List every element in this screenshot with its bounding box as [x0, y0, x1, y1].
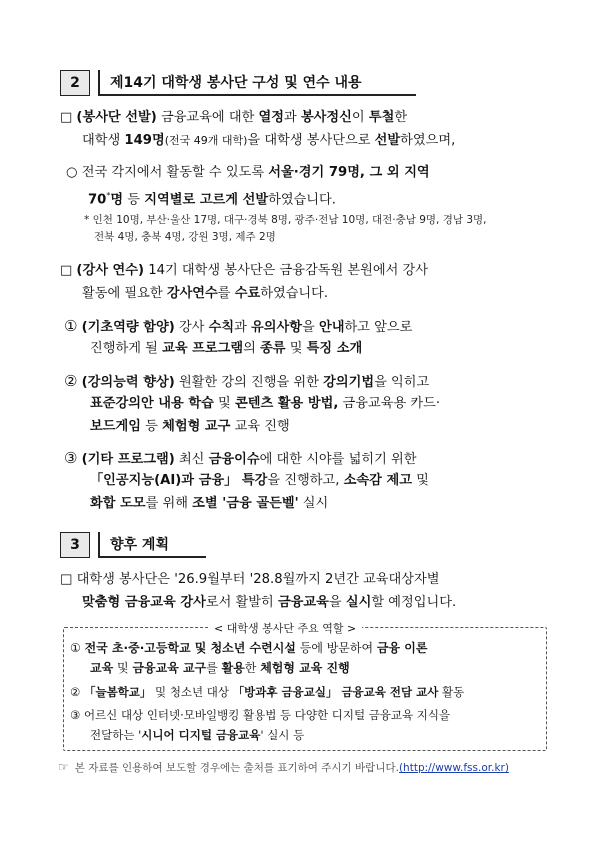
emphasis: 전국 초·중·고등학교 및 청소년 수련시설 — [84, 641, 296, 655]
tag-label: (봉사단 선발) — [76, 110, 157, 125]
emphasis: 콘텐츠 활용 방법, — [234, 396, 339, 411]
text: 강사 — [174, 320, 209, 335]
footnote-line: * 인천 10명, 부산·울산 17명, 대구·경북 8명, 광주·전남 10명, 대전·충남 9명, 경남 3명, — [84, 214, 487, 226]
text: 및 — [213, 396, 235, 411]
emphasis: 명 — [110, 192, 124, 208]
paragraph-line: □ 대학생 봉사단은 '26.9월부터 '28.8월까지 2년간 교육대상자별 — [60, 572, 440, 587]
text: 금융교육에 대한 — [156, 110, 259, 125]
text: 활동 — [438, 685, 465, 699]
section-number — [60, 70, 90, 96]
text: 을 — [328, 595, 346, 610]
emphasis: 수료 — [234, 286, 261, 301]
section-title: 향후 계획 — [98, 532, 206, 558]
text: 할 예정입니다. — [371, 595, 457, 610]
emphasis: 소속감 제고 — [343, 473, 412, 488]
emphasis: 화합 도모 — [90, 496, 146, 511]
numbered-item-line — [90, 393, 440, 415]
emphasis: 선발 — [374, 133, 401, 148]
emphasis: 특강 — [237, 473, 268, 488]
text: 하였습니다. — [268, 192, 336, 208]
emphasis: 금융이슈 — [208, 452, 260, 467]
roles-box-title: < 대학생 봉사단 주요 역할 > — [208, 620, 362, 636]
role-item — [70, 705, 450, 725]
emphasis: 강사연수 — [166, 286, 218, 301]
text: 활동에 필요한 — [82, 286, 167, 301]
text: 하고 앞으로 — [344, 320, 413, 335]
numbered-item-line — [90, 470, 429, 492]
emphasis: 금융교육 교구 — [132, 661, 207, 675]
emphasis: 70 — [88, 192, 107, 208]
emphasis: 봉사정신 — [300, 110, 352, 125]
text: 실시 — [298, 496, 329, 511]
text: 및 — [411, 473, 429, 488]
emphasis: 149명 — [124, 133, 165, 148]
paragraph-line — [60, 107, 407, 129]
text: 에 대한 시야를 넓히기 위한 — [259, 452, 417, 467]
item-number: ③ — [70, 708, 81, 722]
emphasis: 맞춤형 금융교육 강사 — [82, 595, 206, 610]
emphasis: 「인공지능(AI)과 금융」 — [90, 473, 238, 488]
section-title: 제14기 대학생 봉사단 구성 및 연수 내용 — [98, 70, 416, 96]
section-number-text: 3 — [70, 537, 80, 553]
text: 및 청소년 대상 — [151, 685, 233, 699]
role-item-line — [90, 725, 304, 745]
emphasis: 보드게임 — [90, 419, 141, 434]
text: 이 — [351, 110, 369, 125]
emphasis: 체험형 교육 진행 — [260, 661, 350, 675]
numbered-item — [64, 370, 429, 394]
text: 14기 대학생 봉사단은 금융감독원 본원에서 강사 — [144, 263, 429, 278]
footnote-marker: * — [106, 191, 111, 200]
footer-text: 본 자료를 인용하여 보도할 경우에는 출처를 표기하여 주시기 바랍니다. — [74, 762, 399, 774]
text: 한 — [244, 661, 261, 675]
emphasis: 종류 — [260, 341, 286, 356]
text: 대학생 — [82, 133, 125, 148]
text: 어르신 대상 인터넷·모바일뱅킹 활용법 등 다양한 디지털 금융교육 지식을 — [83, 708, 451, 722]
pointing-hand-icon: ☞ — [58, 760, 69, 774]
tag-label: (기초역량 함양) — [81, 320, 175, 335]
text: 를 위해 — [145, 496, 193, 511]
emphasis: 열정 — [258, 110, 284, 125]
emphasis: 「늘봄학교」 — [83, 685, 152, 699]
paragraph-line — [82, 283, 328, 305]
text: 교육 진행 — [230, 419, 290, 434]
paragraph-line — [82, 130, 455, 152]
numbered-item-line — [90, 493, 328, 515]
emphasis: 강의기법 — [323, 375, 375, 390]
item-number: ③ — [64, 449, 78, 467]
numbered-item — [64, 315, 412, 339]
text: (전국 49개 대학) — [164, 134, 248, 147]
item-number: ② — [70, 685, 81, 699]
emphasis: 금융교육 — [277, 595, 329, 610]
text: 한 — [394, 110, 408, 125]
text: 금융교육용 카드· — [338, 396, 441, 411]
bullet-square: □ — [60, 110, 77, 125]
item-number: ① — [64, 317, 78, 335]
fss-link[interactable]: (http://www.fss.or.kr) — [398, 762, 509, 774]
text: ○ 전국 각지에서 활동할 수 있도록 — [66, 165, 269, 180]
numbered-item-line — [90, 416, 290, 438]
item-number: ② — [64, 372, 78, 390]
text: 을 익히고 — [374, 375, 430, 390]
text: 원활한 강의 진행을 위한 — [174, 375, 324, 390]
text: 과 — [234, 320, 252, 335]
numbered-item-line — [90, 338, 362, 360]
text: ' 실시 등 — [260, 728, 305, 742]
text: 을 — [302, 320, 319, 335]
emphasis: 특징 소개 — [306, 341, 363, 356]
emphasis: 지역별로 고르게 선발 — [144, 192, 269, 208]
emphasis: 「방과후 금융교실」 금융교육 전담 교사 — [232, 685, 439, 699]
paragraph-line — [60, 260, 428, 282]
emphasis: 실시 — [345, 595, 372, 610]
tag-label: (강사 연수) — [76, 263, 145, 278]
emphasis: 금융 이론 — [376, 641, 428, 655]
text: 하였습니다. — [260, 286, 329, 301]
numbered-item — [64, 447, 417, 471]
paragraph-line — [82, 592, 456, 614]
footnote-line: 전북 4명, 충북 4명, 강원 3명, 제주 2명 — [94, 231, 276, 243]
text: 을 진행하고, — [267, 473, 344, 488]
text: 및 — [113, 661, 133, 675]
text: 등에 방문하여 — [295, 641, 377, 655]
bullet-square: □ — [60, 263, 77, 278]
sub-paragraph-line — [66, 162, 430, 184]
text: 최신 — [174, 452, 209, 467]
text: 를 — [206, 661, 222, 675]
emphasis: 유의사항 — [251, 320, 303, 335]
emphasis: 교육 프로그램 — [162, 341, 244, 356]
tag-label: (강의능력 향상) — [81, 375, 175, 390]
text: 과 — [284, 110, 301, 125]
emphasis: 서울·경기 79명, 그 외 지역 — [268, 165, 430, 180]
text: 전달하는 ' — [90, 728, 142, 742]
text: 을 대학생 봉사단으로 — [247, 133, 375, 148]
sub-paragraph-line — [88, 185, 336, 211]
footer-note — [58, 756, 509, 779]
emphasis: 표준강의안 내용 학습 — [90, 396, 214, 411]
text: 를 — [217, 286, 235, 301]
emphasis: 안내 — [318, 320, 345, 335]
tag-label: (기타 프로그램) — [81, 452, 175, 467]
item-number: ① — [70, 641, 81, 655]
role-item — [70, 638, 427, 658]
role-item — [70, 682, 464, 702]
text: 로서 활발히 — [205, 595, 278, 610]
text: 등 — [123, 192, 145, 208]
emphasis: 수칙 — [208, 320, 235, 335]
emphasis: 교육 — [90, 661, 114, 675]
text: 진행하게 될 — [90, 341, 163, 356]
emphasis: 시니어 디지털 금융교육 — [141, 728, 261, 742]
text: 등 — [140, 419, 163, 434]
text: 하였으며, — [400, 133, 456, 148]
emphasis: 조별 '금융 골든벨' — [192, 496, 299, 511]
text: 및 — [285, 341, 307, 356]
role-item-line — [90, 658, 350, 678]
section-number — [60, 532, 90, 558]
section-number-text: 2 — [70, 75, 80, 91]
emphasis: 활용 — [221, 661, 245, 675]
emphasis: 투철 — [368, 110, 395, 125]
text: 의 — [243, 341, 261, 356]
emphasis: 체험형 교구 — [162, 419, 231, 434]
